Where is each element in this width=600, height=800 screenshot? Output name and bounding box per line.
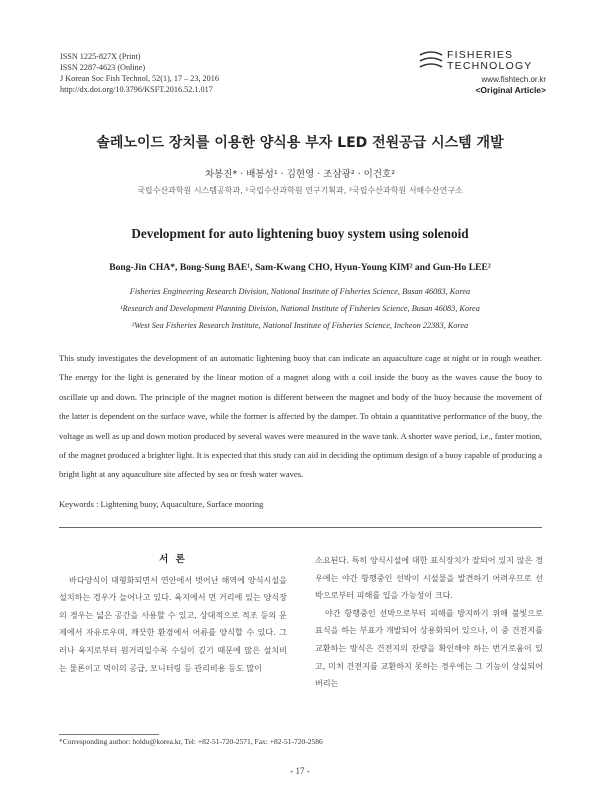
journal-logo [418, 49, 546, 95]
intro-paragraph-1-cont: 소요된다. 특히 양식시설에 대한 표식장치가 잘되어 있지 않은 경우에는 야간 항행중인 선박이 시설물을 발견하기 어려우므로 선박으로부터 피해를 입을 가능성이 크다. [315, 555, 543, 601]
journal-meta [60, 51, 219, 95]
corresponding-author-footnote: *Corresponding author: holdu@korea.kr, Tel: +82-51-720-2571, Fax: +82-51-720-2586 [59, 737, 323, 746]
page-number: - 17 - [290, 766, 310, 776]
english-title: Development for auto lightening buoy system using solenoid [131, 226, 469, 241]
affiliation-1: Fisheries Engineering Research Division, National Institute of Fisheries Science, Busan 46083, Korea [129, 287, 471, 296]
abstract: This study investigates the development of an automatic lightening buoy that can indicate an aquaculture cage at night or in rough weather. The energy for the light is generated by the linear motion of a magnet along with a coil inside the buoy as the waves cause the buoy to oscillate up and down. The principle of the magnet motion is different between the magnet and body of the buoy because the movement of the latter is dependent on the surface wave, while the former is affected by the damper. To obtain a quantitative performance of the buoy, the voltage as well as up and down motion produced by several waves were measured in the wave tank. A shorter wave period, i.e., faster motion, of the magnet produced a brighter light. It is expected that this study can aid in deciding the optimum design of a buoy capable of producing a bright light at any aquaculture site affected by sea or fresh water waves. [59, 353, 542, 480]
affiliation-3: ²West Sea Fisheries Research Institute, National Institute of Fisheries Science, Incheon 22383, Korea [131, 321, 469, 330]
body-column-left [59, 551, 287, 677]
korean-title: 솔레노이드 장치를 이용한 양식용 부자 LED 전원공급 시스템 개발 [96, 135, 504, 151]
english-authors: Bong-Jin CHA*, Bong-Sung BAE¹, Sam-Kwang CHO, Hyun-Young KIM² and Gun-Ho LEE² [109, 262, 491, 273]
journal-url[interactable]: www.fishtech.or.kr [481, 75, 546, 84]
issn-print: ISSN 1225-827X (Print) [60, 52, 141, 61]
footnote-divider [59, 734, 159, 735]
body-column-right [315, 552, 543, 693]
keywords: Keywords : Lightening buoy, Aquaculture, Surface mooring [59, 499, 264, 509]
intro-paragraph-2: 야간 항행중인 선박으로부터 피해를 방지하기 위해 불빛으로 표식을 하는 부표가 개발되어 상용화되어 있으나, 이 중 건전지를 교환하는 방식은 건전지의 잔량을 확인해야 하는 번거로움이 있고, 미처 건전지를 교환하지 못하는 경우에는 그 기능이 상실되어 버리는 [315, 607, 543, 689]
korean-affiliations: 국립수산과학원 시스템공학과, ¹국립수산과학원 연구기획과, ²국립수산과학원 서해수산연구소 [137, 186, 463, 195]
fish-logo-icon [418, 49, 444, 73]
section-heading: 서 론 [159, 554, 187, 565]
citation: J Korean Soc Fish Technol, 52(1), 17 – 23, 2016 [60, 74, 219, 83]
logo-line-1: FISHERIES [447, 49, 514, 61]
affiliation-2: ¹Research and Development Planning Division, National Institute of Fisheries Science, Busan 46083, Korea [120, 304, 480, 313]
article-type: <Original Article> [475, 85, 546, 95]
doi-link[interactable]: http://dx.doi.org/10.3796/KSFT.2016.52.1.017 [60, 85, 213, 94]
korean-authors: 차봉진* · 배봉성¹ · 김현영 · 조삼광² · 이건호² [204, 169, 396, 180]
intro-paragraph-1: 바다양식이 대형화되면서 연안에서 벗어난 해역에 양식시설을 설치하는 경우가 늘어나고 있다. 육지에서 먼 거리에 있는 양식장의 경우는 넓은 공간을 사용할 수 있고, 상대적으로 적조 등의 문제에서 자유로우며, 깨끗한 환경에서 어류를 양식할 수 있다. 그러나 육지로부터 원거리일수록 수심이 깊기 때문에 많은 설치비는 물론이고 먹이의 공급, 모니터링 등 관리비용 등도 많이 [59, 574, 287, 673]
logo-line-2: TECHNOLOGY [447, 60, 533, 72]
divider [59, 527, 542, 528]
issn-online: ISSN 2287-4623 (Online) [60, 63, 146, 72]
